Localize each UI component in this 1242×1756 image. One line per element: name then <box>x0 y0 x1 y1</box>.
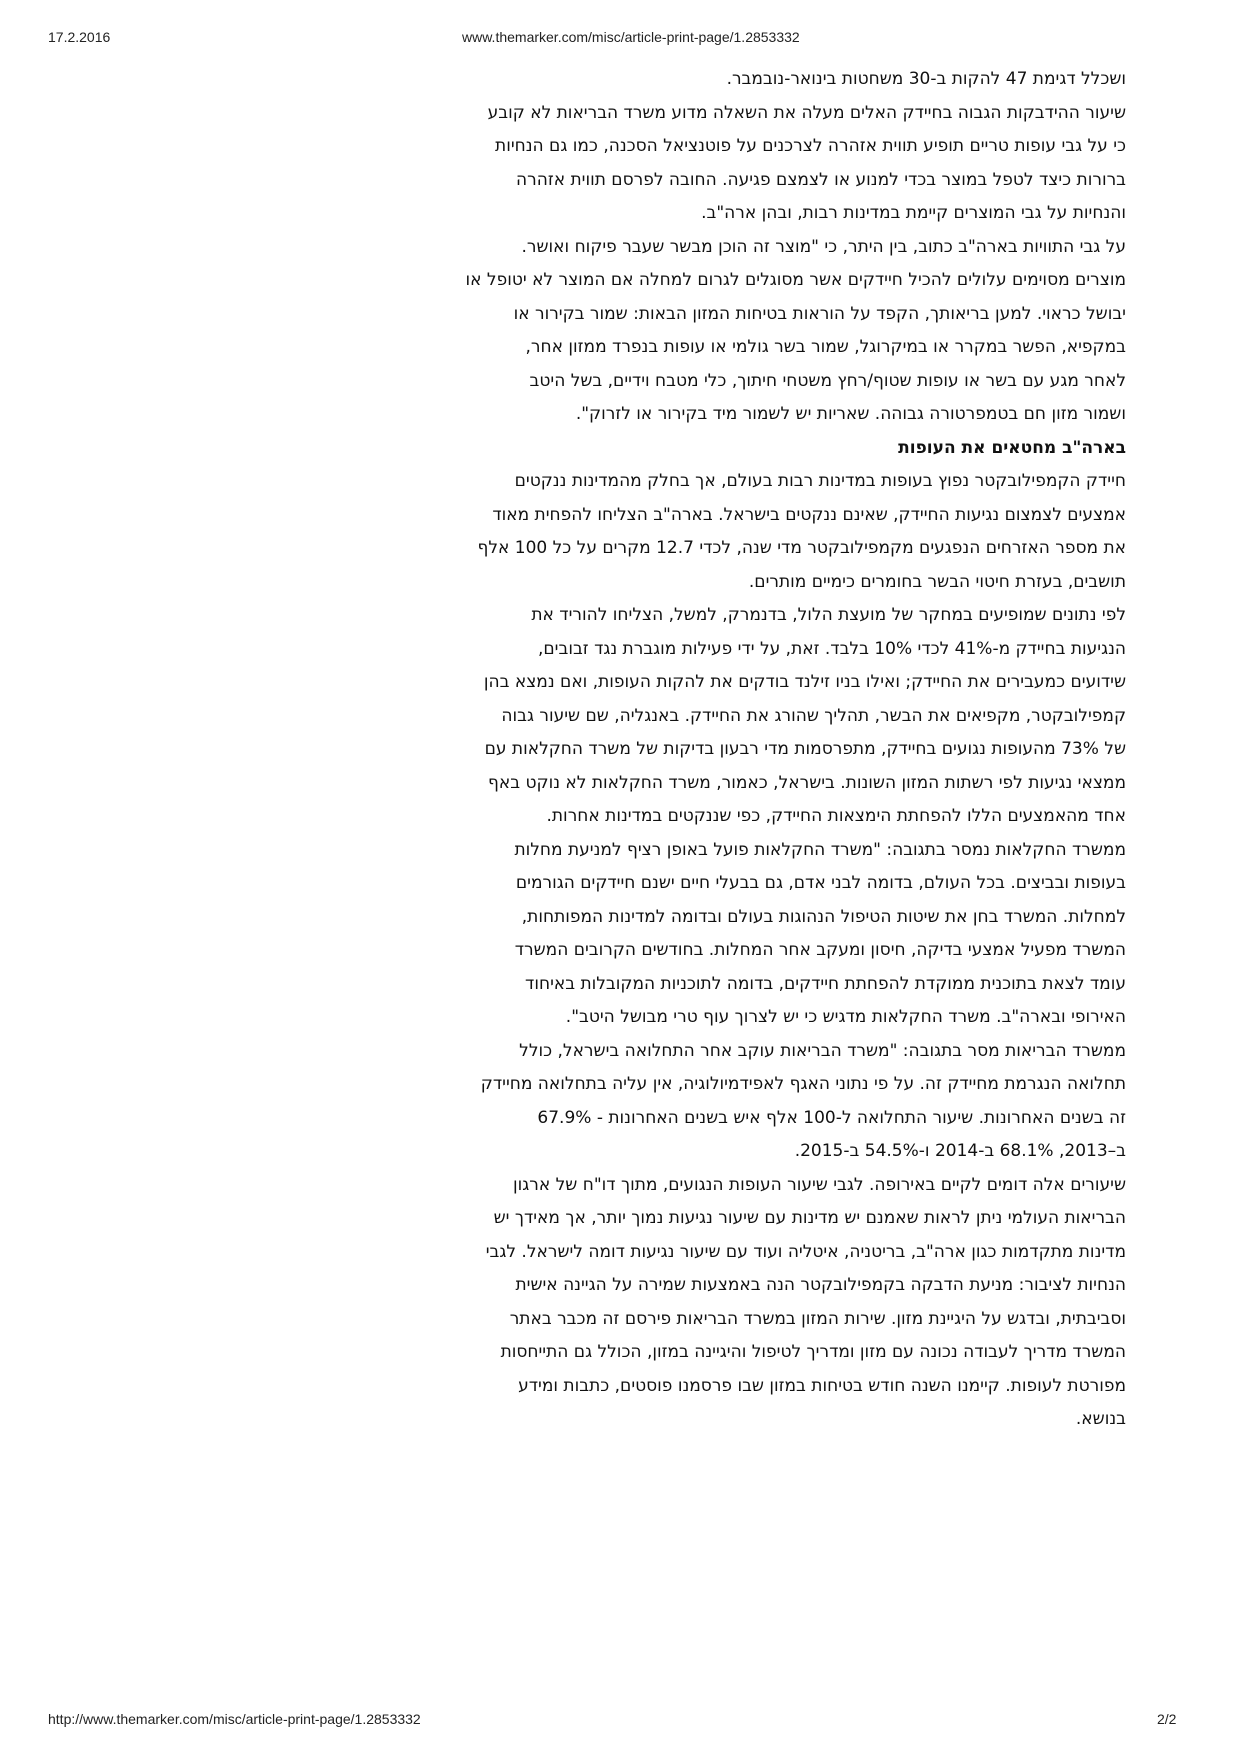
article-line: תושבים, בעזרת חיטוי הבשר בחומרים כימיים מותרים. <box>748 571 1126 592</box>
article-line: במקפיא, הפשר במקרר או במיקרוגל, שמור בשר גולמי או עופות בנפרד ממזון אחר, <box>525 337 1126 357</box>
article-line: ברורות כיצד לטפל במוצר בכדי למנוע או לצמצם פגיעה. החובה לפרסם תווית אזהרה <box>516 169 1126 190</box>
footer-page-number: 2/2 <box>1157 1711 1177 1727</box>
article-line: הנגיעות בחיידק מ-41% לכדי 10% בלבד. זאת, על ידי פעילות מוגברת נגד זבובים, <box>538 638 1126 659</box>
article-line: קמפילובקטר, מקפיאים את הבשר, תהליך שהורג את החיידק. באנגליה, שם שיעור גבוה <box>501 705 1126 726</box>
article-line: עומד לצאת בתוכנית ממוקדת להפחתת חיידקים, בדומה לתוכניות המקובלות באיחוד <box>525 973 1126 994</box>
article-line: אחד מהאמצעים הללו להפחתת הימצאות החיידק, כפי שננקטים במדינות אחרות. <box>546 806 1126 826</box>
article-line: בעופות ובביצים. בכל העולם, בדומה לבני אדם, גם בבעלי חיים ישנם חיידקים הגורמים <box>515 873 1126 893</box>
article-line: לפי נתונים שמופיעים במחקר של מועצת הלול, בדנמרק, למשל, הצליחו להוריד את <box>531 605 1126 625</box>
article-line: אמצעים לצמצום נגיעות החיידק, שאינם ננקטים בישראל. בארה"ב הצליחו להפחית מאוד <box>492 504 1126 525</box>
article-line: שידועים כמעבירים את החיידק; ואילו בניו זילנד בודקים את להקות העופות, ואם נמצא בהן <box>483 672 1126 692</box>
article-line: ממשרד הבריאות מסר בתגובה: "משרד הבריאות עוקב אחר התחלואה בישראל, כולל <box>519 1040 1126 1061</box>
article-line: חיידק הקמפילובקטר נפוץ בעופות במדינות רבות בעולם, אך בחלק מהמדינות ננקטים <box>514 471 1126 491</box>
article-line: למחלות. המשרד בחן את שיטות הטיפול הנהוגות בעולם ובדומה למדינות המפותחות, <box>521 906 1126 927</box>
article-line: של 73% מהעופות נגועים בחיידק, מתפרסמות מדי רבעון בדיקות של משרד החקלאות עם <box>484 739 1126 759</box>
article-line: את מספר האזרחים הנפגעים מקמפילובקטר מדי שנה, לכדי 12.7 מקרים על כל 100 אלף <box>477 538 1126 558</box>
footer-url: http://www.themarker.com/misc/article-print-page/1.2853332 <box>48 1711 421 1727</box>
article-line: ב–2013, 68.1% ב-2014 ו-54.5% ב-2015. <box>794 1141 1126 1161</box>
article-line: שיעור ההידבקות הגבוה בחיידק האלים מעלה את השאלה מדוע משרד הבריאות לא קובע <box>487 102 1126 123</box>
article-line: תחלואה הנגרמת מחיידק זה. על פי נתוני האגף לאפידמיולוגיה, אין עליה בתחלואה מחיידק <box>480 1074 1126 1094</box>
article-line: מפורטת לעופות. קיימנו השנה חודש בטיחות במזון שבו פרסמנו פוסטים, כתבות ומידע <box>518 1375 1126 1396</box>
header-url: www.themarker.com/misc/article-print-page/1.2853332 <box>462 29 800 45</box>
article-line: הנחיות לציבור: מניעת הדבקה בקמפילובקטר הנה באמצעות שמירה על הגיינה אישית <box>515 1275 1126 1295</box>
article-line: הבריאות העולמי ניתן לראות שאמנם יש מדינות עם שיעור נגיעות נמוך יותר, אך מאידך יש <box>493 1208 1126 1228</box>
article-line: וסביבתית, ובדגש על היגיינת מזון. שירות המזון במשרד הבריאות פירסם זה מכבר באתר <box>509 1308 1126 1329</box>
article-line: האירופי ובארה"ב. משרד החקלאות מדגיש כי יש לצרוך עוף טרי מבושל היטב". <box>565 1007 1126 1027</box>
article-line: זה בשנים האחרונות. שיעור התחלואה ל-100 אלף איש בשנים האחרונות - 67.9% <box>537 1107 1126 1128</box>
article-line: שיעורים אלה דומים לקיים באירופה. לגבי שיעור העופות הנגועים, מתוך דו"ח של ארגון <box>512 1174 1126 1195</box>
header-date: 17.2.2016 <box>48 29 111 45</box>
article-line: ממצאי נגיעות לפי רשתות המזון השונות. בישראל, כאמור, משרד החקלאות לא נוקט באף <box>488 772 1126 793</box>
article-line: ושמור מזון חם בטמפרטורה גבוהה. שאריות יש לשמור מיד בקירור או לזרוק". <box>575 404 1126 424</box>
article-line: ושכלל דגימת 47 להקות ב-30 משחטות בינואר-נובמבר. <box>726 69 1126 89</box>
article-line: מדינות מתקדמות כגון ארה"ב, בריטניה, איטליה ועוד עם שיעור נגיעות דומה לישראל. לגבי <box>485 1241 1126 1262</box>
article-line: יבושל כראוי. למען בריאותך, הקפד על הוראות בטיחות המזון הבאות: שמור בקירור או <box>513 303 1126 324</box>
article-body <box>370 63 1126 1437</box>
article-line: המשרד מפעיל אמצעי בדיקה, חיסון ומעקב אחר המחלות. בחודשים הקרובים המשרד <box>514 940 1126 960</box>
article-line: והנחיות על גבי המוצרים קיימת במדינות רבות, ובהן ארה"ב. <box>701 203 1126 223</box>
article-subheading: בארה"ב מחטאים את העופות <box>898 437 1126 458</box>
article-line: מוצרים מסוימים עלולים להכיל חיידקים אשר מסוגלים לגרום למחלה אם המוצר לא יטופל או <box>465 270 1126 290</box>
article-line: ממשרד החקלאות נמסר בתגובה: "משרד החקלאות פועל באופן רציף למניעת מחלות <box>514 839 1126 860</box>
article-line: בנושא. <box>1075 1409 1126 1429</box>
article-line: המשרד מדריך לעבודה נכונה עם מזון ומדריך לטיפול והיגיינה במזון, הכולל גם התייחסות <box>500 1342 1126 1362</box>
article-line: על גבי התוויות בארה"ב כתוב, בין היתר, כי "מוצר זה הוכן מבשר שעבר פיקוח ואושר. <box>521 236 1126 257</box>
article-line: כי על גבי עופות טריים תופיע תווית אזהרה לצרכנים על פוטנציאל הסכנה, כמו גם הנחיות <box>495 136 1126 156</box>
article-line: לאחר מגע עם בשר או עופות שטוף/רחץ משטחי חיתוך, כלי מטבח וידיים, בשל היטב <box>529 370 1126 391</box>
